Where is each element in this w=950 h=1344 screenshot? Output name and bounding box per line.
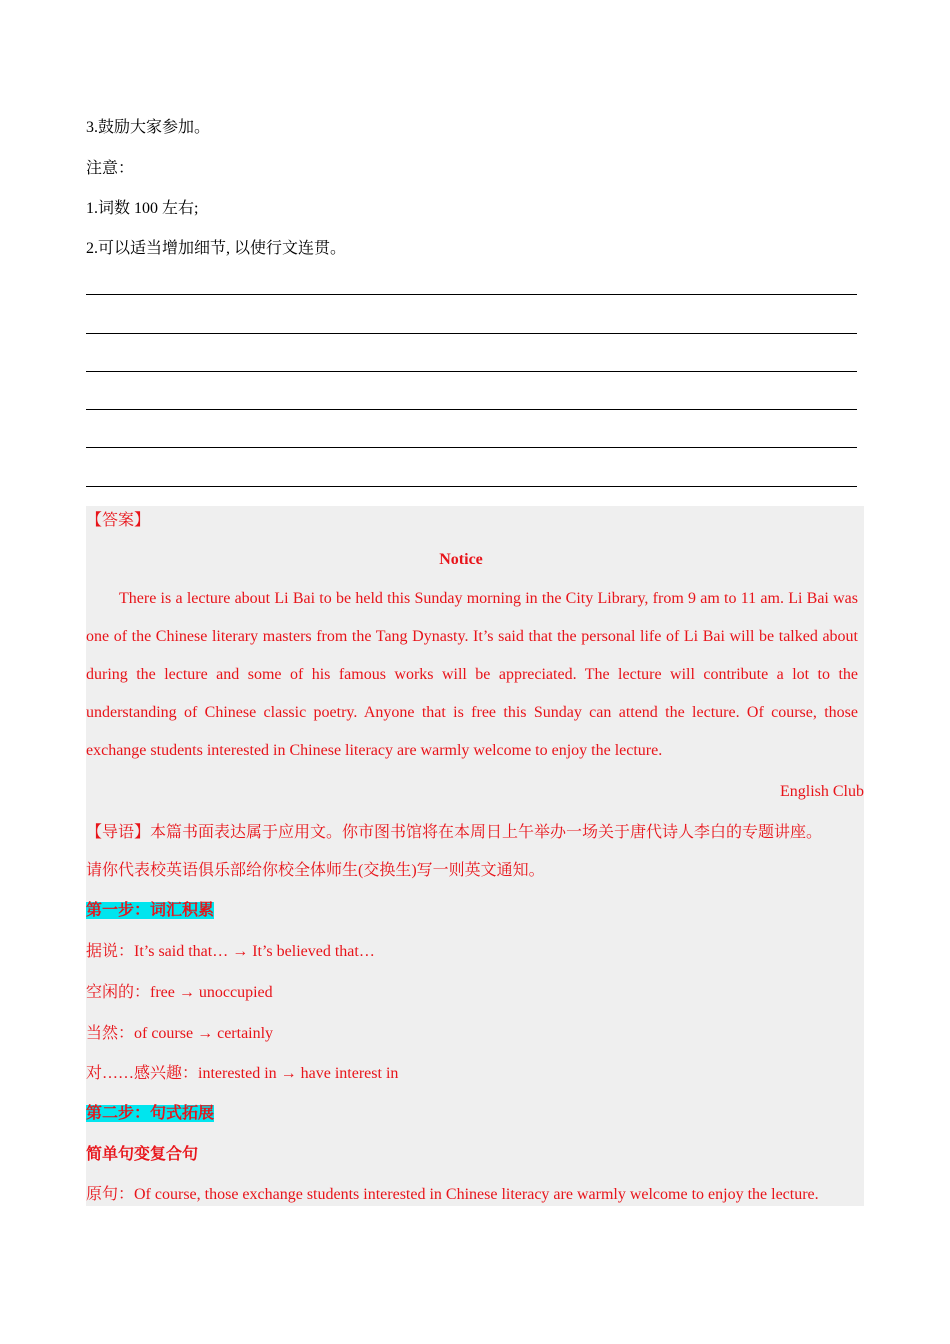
step2-heading-text: 第二步：句式拓展 <box>86 1105 215 1122</box>
guide-line-1: 【导语】本篇书面表达属于应用文。你市图书馆将在本周日上午举办一场关于唐代诗人李白的专题讲座。 <box>86 824 823 841</box>
writing-line[interactable] <box>86 447 857 448</box>
original-sentence: 原句：Of course, those exchange students interested in Chinese literacy are warmly welcome to enjoy the lecture. <box>86 1186 819 1203</box>
note-2: 2.可以适当增加细节, 以使行文连贯。 <box>86 240 347 257</box>
step1-heading <box>86 901 214 921</box>
notice-title: Notice <box>439 551 483 568</box>
writing-line[interactable] <box>86 486 857 487</box>
notice-body-text: There is a lecture about Li Bai to be held this Sunday morning in the City Library, from 9 am to 11 am. Li Bai was one of the Chinese literary masters from the Tang Dynasty. It’s said that the personal life of Li Bai will be talked about during the lecture and some of his famous works will be appreciated. The lecture will contribute a lot to the understanding of Chinese classic poetry. Anyone that is free this Sunday can attend the lecture. Of course, those exchange students interested in Chinese literacy are warmly welcome to enjoy the lecture. <box>86 590 858 759</box>
writing-line[interactable] <box>86 409 857 410</box>
answer-label: 【答案】 <box>86 512 151 529</box>
step1-heading-text: 第一步：词汇积累 <box>86 902 215 919</box>
step2-subheading: 简单句变复合句 <box>86 1146 199 1163</box>
note-label: 注意： <box>86 160 135 177</box>
notice-body <box>86 580 858 770</box>
notice-signature: English Club <box>779 783 864 800</box>
vocab-item: 对……感兴趣：interested in → have interest in <box>86 1065 399 1082</box>
writing-line[interactable] <box>86 294 857 295</box>
note-1: 1.词数 100 左右; <box>86 200 199 217</box>
writing-line[interactable] <box>86 371 857 372</box>
vocab-item: 据说：It’s said that… → It’s believed that… <box>86 943 375 960</box>
vocab-item: 当然：of course → certainly <box>86 1025 274 1042</box>
step2-heading <box>86 1104 214 1124</box>
guide-line-2: 请你代表校英语俱乐部给你校全体师生(交换生)写一则英文通知。 <box>86 862 545 879</box>
task-item-3: 3.鼓励大家参加。 <box>86 119 211 136</box>
writing-line[interactable] <box>86 333 857 334</box>
vocab-item: 空闲的：free → unoccupied <box>86 984 273 1001</box>
